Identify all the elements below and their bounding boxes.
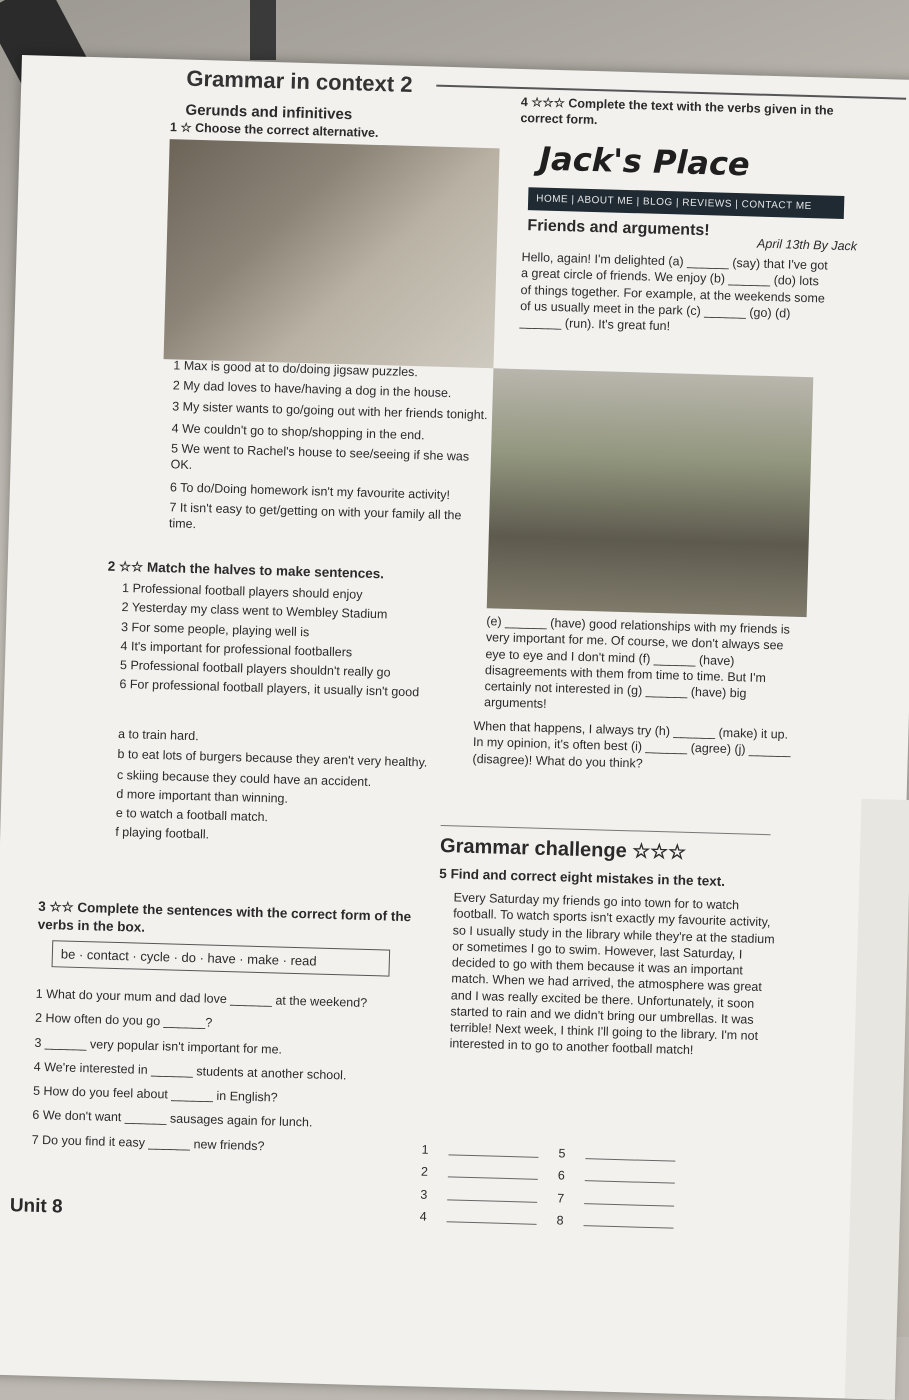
background-strap-2 bbox=[250, 0, 276, 60]
ex2-option: b to eat lots of burgers because they aren't very healthy. bbox=[117, 747, 428, 770]
ex2-item: 5 Professional football players shouldn't really go bbox=[119, 657, 391, 680]
ex2-item: 6 For professional football players, it usually isn't good bbox=[119, 677, 420, 700]
challenge-title: Grammar challenge ☆☆☆ bbox=[439, 834, 687, 864]
answer-number: 2 bbox=[420, 1164, 429, 1180]
ex1-item: 6 To do/Doing homework isn't my favourite activity! bbox=[169, 479, 451, 502]
ex1-item: 2 My dad loves to have/having a dog in the house. bbox=[172, 378, 452, 401]
ex1-list bbox=[169, 357, 494, 540]
ex3-item: 5 How do you feel about ______ in English? bbox=[32, 1083, 278, 1105]
ex1-item: 4 We couldn't go to shop/shopping in the end. bbox=[171, 421, 425, 443]
answer-line[interactable] bbox=[447, 1209, 537, 1225]
answer-line[interactable] bbox=[584, 1191, 674, 1207]
ex1-item: 3 My sister wants to go/going out with her friends tonight. bbox=[172, 398, 488, 422]
ex5-instruction: 5 Find and correct eight mistakes in the text. bbox=[439, 865, 726, 889]
ex3-item: 6 We don't want ______ sausages again for lunch. bbox=[32, 1107, 313, 1130]
ex2-option: f playing football. bbox=[115, 825, 210, 842]
section-title: Grammar in context 2 bbox=[186, 65, 413, 97]
answer-number: 7 bbox=[557, 1190, 565, 1206]
ex2-item: 1 Professional football players should enjoy bbox=[121, 581, 363, 602]
ex3-word-box: be · contact · cycle · do · have · make · read bbox=[52, 940, 391, 976]
ex1-instruction: 1 ☆ Choose the correct alternative. bbox=[169, 120, 379, 140]
blog-paragraph-2: (e) ______ (have) good relationships with my friends is very important for me. Of course, we don't always see eye to eye and I don't mind (f) ______ (have) disagreements with them from time to time. But I'm certainly not interested in (g) ______ (have) big arguments! bbox=[483, 614, 791, 712]
ex3-list bbox=[32, 986, 416, 1158]
ex2-option: a to train hard. bbox=[117, 726, 199, 744]
ex2-item: 2 Yesterday my class went to Wembley Stadium bbox=[121, 600, 388, 622]
answer-line[interactable] bbox=[448, 1165, 538, 1181]
ex3-item: 1 What do your mum and dad love ______ at the weekend? bbox=[35, 986, 368, 1011]
photo-boy-puzzle bbox=[164, 139, 500, 368]
answer-number: 3 bbox=[420, 1187, 428, 1202]
ex1-item: 5 We went to Rachel's house to see/seeing if she was OK. bbox=[170, 441, 470, 473]
answer-number: 8 bbox=[556, 1213, 564, 1228]
subsection-title: Gerunds and infinitives bbox=[185, 101, 353, 124]
blog-paragraph-1: Hello, again! I'm delighted (a) ______ (say) that I've got a great circle of friends. We enjoy (b) ______ (do) lots of things together. For example, at the weekends some of us usually meet in the park (c) ______ (go) (d) ______ (run). It's great fun! bbox=[519, 250, 828, 334]
ex1-item: 1 Max is good at to do/doing jigsaw puzzles. bbox=[173, 358, 419, 380]
answer-line[interactable] bbox=[585, 1146, 675, 1162]
photo-friends bbox=[487, 368, 814, 617]
ex3-item: 3 ______ very popular isn't important for me. bbox=[34, 1035, 283, 1057]
ex2-option: d more important than winning. bbox=[116, 786, 289, 806]
answer-number: 1 bbox=[421, 1142, 429, 1157]
answer-line[interactable] bbox=[585, 1168, 675, 1184]
blog-nav: HOME | ABOUT ME | BLOG | REVIEWS | CONTACT ME bbox=[528, 187, 845, 219]
ex2-options bbox=[115, 726, 458, 850]
answer-line[interactable] bbox=[448, 1142, 538, 1158]
blog-post-title: Friends and arguments! bbox=[527, 217, 710, 240]
unit-label: Unit 8 bbox=[9, 1195, 63, 1218]
ex3-item: 4 We're interested in ______ students at another school. bbox=[33, 1059, 347, 1083]
ex5-text: Every Saturday my friends go into town for to watch football. To watch sports isn't exactly my favourite activity, so I usually study in the library while they're at the stadium or sometimes I go to swim. However, last Saturday, I decided to go with them because it was an important match. When we had arrived, the atmosphere was great and I was really excited be there. Unfortunately, it soon started to rain and we didn't bring our umbrellas. It was terrible! Next week, I think I'll going to the library. I'm not interested in to go to another football match! bbox=[449, 890, 775, 1058]
ex2-instruction: 2 ☆☆ Match the halves to make sentences. bbox=[107, 558, 385, 582]
ex1-item: 7 It isn't easy to get/getting on with your family all the time. bbox=[168, 500, 462, 532]
ex3-instruction: 3 ☆☆ Complete the sentences with the correct form of the verbs in the box. bbox=[37, 898, 412, 935]
ex2-option: e to watch a football match. bbox=[115, 805, 269, 825]
blog-post-meta: April 13th By Jack bbox=[756, 236, 858, 254]
ex2-option: c skiing because they could have an accident. bbox=[116, 767, 372, 789]
blog-paragraph-3: When that happens, I always try (h) ______ (make) it up. In my opinion, it's often best (i) ______ (agree) (j) ______ (disagree)! What do you think? bbox=[472, 718, 791, 771]
answer-number: 6 bbox=[557, 1168, 566, 1183]
ex2-list bbox=[119, 580, 462, 702]
ex4-instruction: 4 ☆☆☆ Complete the text with the verbs given in the correct form. bbox=[520, 94, 834, 128]
answer-line[interactable] bbox=[447, 1187, 537, 1203]
answer-number: 5 bbox=[558, 1146, 566, 1161]
blog-title: Jack's Place bbox=[538, 139, 751, 184]
ex2-item: 3 For some people, playing well is bbox=[120, 619, 310, 639]
textbook-page bbox=[0, 55, 909, 1400]
answer-line[interactable] bbox=[583, 1213, 673, 1229]
ex2-item: 4 It's important for professional footballers bbox=[120, 638, 353, 660]
ex3-item: 7 Do you find it easy ______ new friends? bbox=[31, 1132, 265, 1153]
ex3-item: 2 How often do you go ______? bbox=[34, 1010, 213, 1030]
ex5-answers bbox=[419, 1142, 781, 1235]
answer-number: 4 bbox=[419, 1209, 427, 1224]
